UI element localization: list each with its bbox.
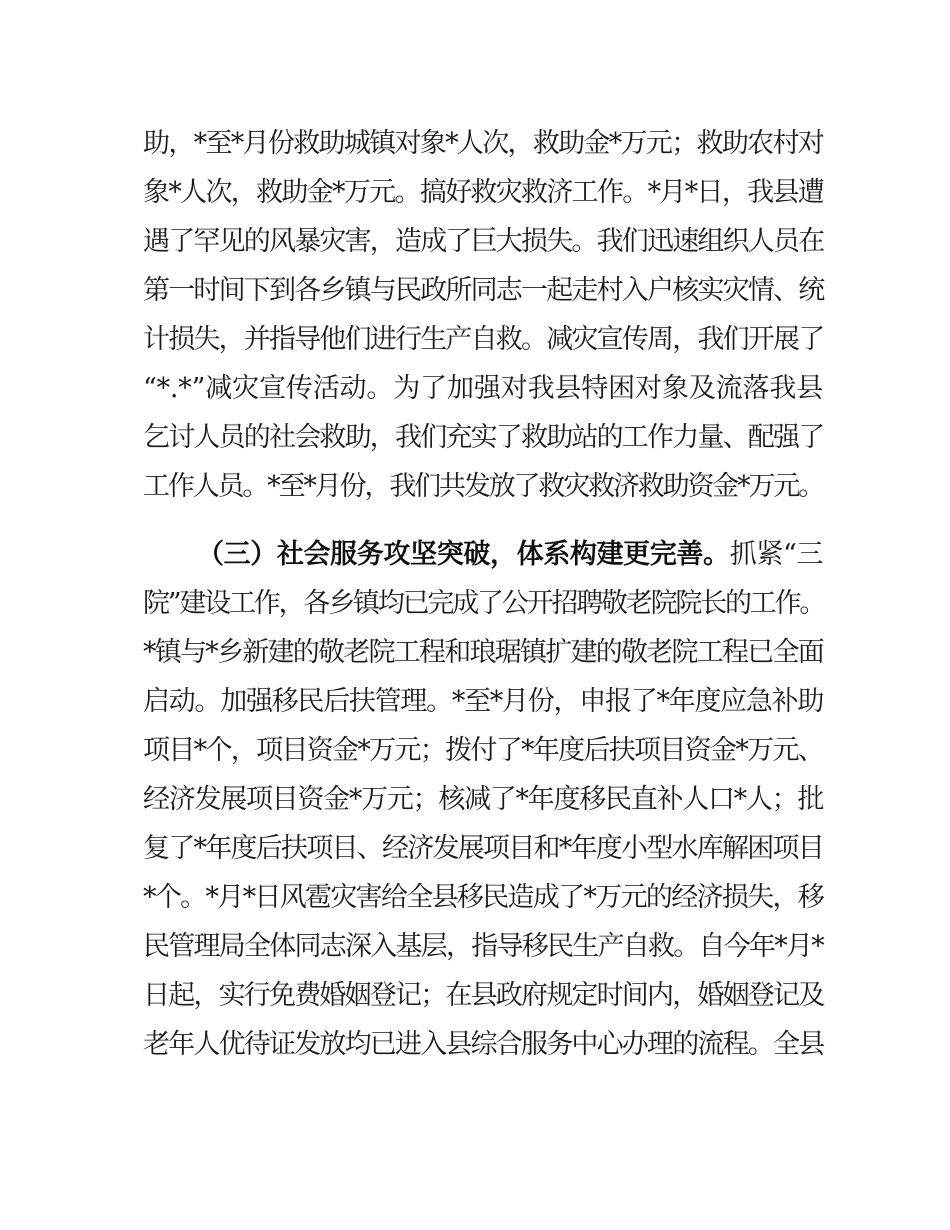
paragraph-2-line-2: 院”建设工作，各乡镇均已完成了公开招聘敬老院院长的工作。 [143, 588, 825, 619]
paragraph-1-line-3: 遇了罕见的风暴灾害，造成了巨大损失。我们迅速组织人员在 [143, 226, 824, 257]
paragraph-2-line-3: *镇与*乡新建的敬老院工程和琅琚镇扩建的敬老院工程已全面 [143, 637, 823, 668]
paragraph-2-line-5: 项目*个，项目资金*万元；拨付了*年度后扶项目资金*万元、 [143, 735, 823, 766]
paragraph-2-line-4: 启动。加强移民后扶管理。*至*月份，申报了*年度应急补助 [143, 686, 823, 717]
paragraph-2-line-10: 日起，实行免费婚姻登记；在县政府规定时间内，婚姻登记及 [143, 980, 824, 1011]
paragraph-2-line-6: 经济发展项目资金*万元；核减了*年度移民直补人口*人；批 [143, 784, 823, 815]
paragraph-1-line-8: 工作人员。*至*月份，我们共发放了救灾救济救助资金*万元。 [143, 471, 823, 502]
paragraph-1-line-1: 助，*至*月份救助城镇对象*人次，救助金*万元；救助农村对 [143, 128, 823, 159]
paragraph-2-line-9: 民管理局全体同志深入基层，指导移民生产自救。自今年*月* [143, 931, 823, 962]
paragraph-2-line-1-text: 抓紧“三 [729, 539, 824, 570]
section-heading: （三）社会服务攻坚突破，体系构建更完善。 [197, 539, 730, 570]
paragraph-2-line-8: *个。*月*日风雹灾害给全县移民造成了*万元的经济损失，移 [143, 882, 823, 913]
paragraph-1-line-7: 乞讨人员的社会救助，我们充实了救助站的工作力量、配强了 [143, 422, 824, 453]
paragraph-2-line-7: 复了*年度后扶项目、经济发展项目和*年度小型水库解困项目 [143, 833, 823, 864]
paragraph-1-line-6: “*.*”减灾宣传活动。为了加强对我县特困对象及流落我县 [143, 373, 823, 404]
paragraph-1-line-5: 计损失，并指导他们进行生产自救。减灾宣传周，我们开展了 [143, 324, 824, 355]
paragraph-2-line-11: 老年人优待证发放均已进入县综合服务中心办理的流程。全县 [143, 1029, 824, 1060]
paragraph-1-line-2: 象*人次，救助金*万元。搞好救灾救济工作。*月*日，我县遭 [143, 177, 823, 208]
paragraph-1-line-4: 第一时间下到各乡镇与民政所同志一起走村入户核实灾情、统 [143, 275, 824, 306]
paragraph-2-line-1 [197, 535, 823, 575]
